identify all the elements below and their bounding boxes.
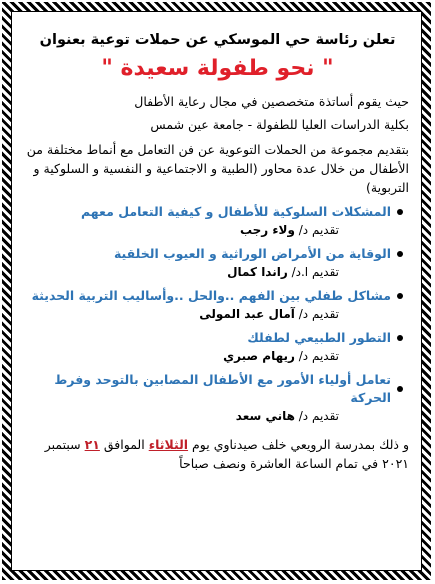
closing-label: الموافق <box>103 437 145 452</box>
bullet-icon <box>397 293 403 299</box>
presenter-name: هاني سعد <box>235 409 295 423</box>
topic-title: مشاكل طفلي بين الفهم ..والحل ..وأساليب التربية الحديثة <box>31 288 391 303</box>
presenter-name: ريهام صبري <box>223 349 295 363</box>
topic-title: المشكلات السلوكية للأطفال و كيفية التعامل معهم <box>81 204 391 219</box>
closing-details <box>26 435 409 473</box>
topic-item <box>26 287 409 323</box>
presenter-prefix: تقديم د/ <box>298 307 339 321</box>
closing-location: و ذلك بمدرسة الرويعي خلف صيدناوي يوم <box>192 437 409 452</box>
intro-line-2: بكلية الدراسات العليا للطفولة - جامعة عين شمس <box>150 117 409 132</box>
presenter-name: راندا كمال <box>227 265 288 279</box>
presenter <box>26 305 409 323</box>
event-day: الثلاثاء <box>148 437 189 452</box>
bullet-icon <box>397 386 403 392</box>
topic-item <box>26 203 409 239</box>
presenter-prefix: تقديم د/ <box>298 409 339 423</box>
presenter <box>26 407 409 425</box>
closing-time: سبتمبر ٢٠٢١ في تمام الساعة العاشرة ونصف صباحاً <box>44 437 409 471</box>
bullet-icon <box>397 335 403 341</box>
presenter <box>26 263 409 281</box>
bullet-icon <box>397 251 403 257</box>
topic-item <box>26 371 409 425</box>
campaign-slogan: " نحو طفولة سعيدة " <box>101 56 334 81</box>
topics-list <box>26 203 409 425</box>
topic-item <box>26 245 409 281</box>
topic-item <box>26 329 409 365</box>
presenter <box>26 347 409 365</box>
presenter-name: آمال عبد المولى <box>199 307 295 321</box>
event-date-number: ٢١ <box>84 437 100 452</box>
topic-title: تعامل أولياء الأمور مع الأطفال المصابين بالتوحد وفرط الحركة <box>54 372 391 405</box>
topic-title: الوقاية من الأمراض الوراثية و العيوب الخلقية <box>113 246 391 261</box>
presenter-prefix: تقديم د/ <box>298 223 339 237</box>
announcement <box>26 20 409 473</box>
topic-title: التطور الطبيعي لطفلك <box>247 330 391 345</box>
presenter-prefix: تقديم د/ <box>298 349 339 363</box>
bullet-icon <box>397 209 403 215</box>
presenter-prefix: تقديم ا.د/ <box>291 265 339 279</box>
headline: تعلن رئاسة حي الموسكي عن حملات توعية بعنوان <box>39 32 396 48</box>
intro-line-1: حيث يقوم أساتذة متخصصين في مجال رعاية الأطفال <box>134 94 409 109</box>
presenter-name: ولاء رجب <box>239 223 295 237</box>
presenter <box>26 221 409 239</box>
intro-paragraph: بتقديم مجموعة من الحملات التوعوية عن فن التعامل مع أنماط مختلفة من الأطفال من خلال عدة محاور (الطبية و الاجتماعية و النفسية و السلوكية و التربوية) <box>26 142 409 195</box>
